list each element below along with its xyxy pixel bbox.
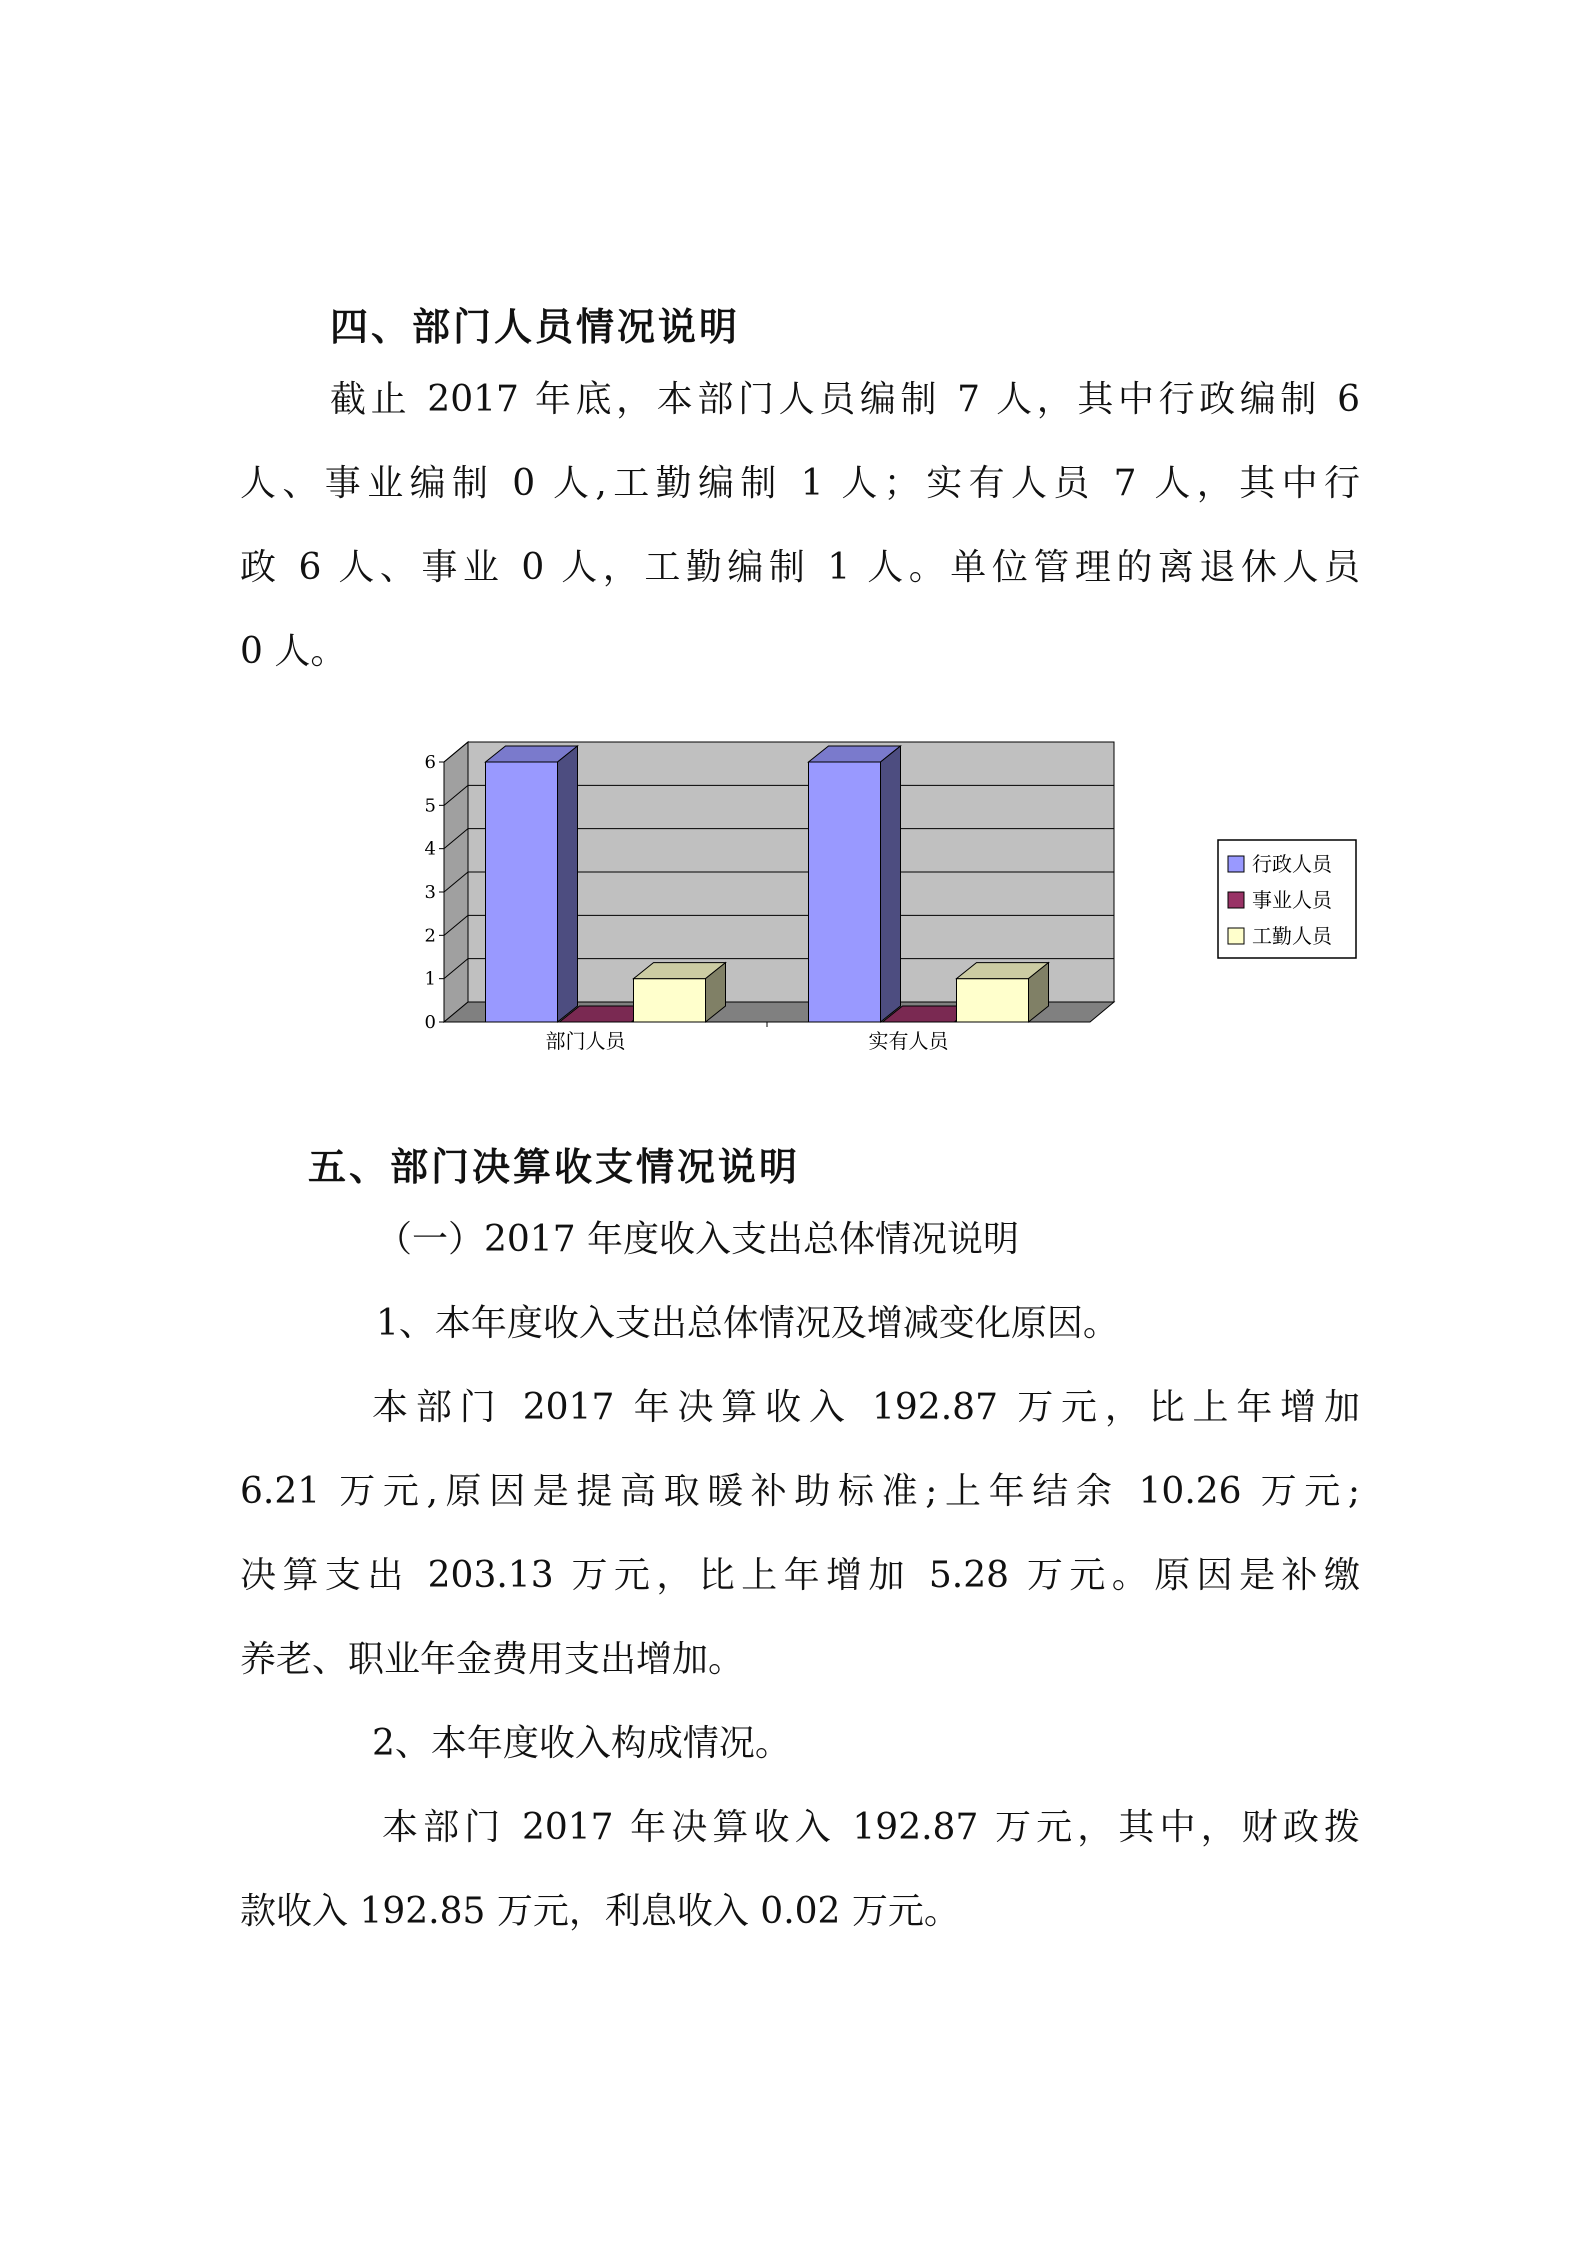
legend-swatch <box>1228 856 1244 872</box>
paragraph-line: 本部门 2017 年决算收入 192.87 万元，比上年增加 <box>372 1387 1360 1428</box>
y-tick-label: 4 <box>424 838 436 860</box>
paragraph-line: 政 6 人、事业 0 人，工勤编制 1 人。单位管理的离退休人员 <box>240 547 1360 588</box>
legend-swatch <box>1228 892 1244 908</box>
paragraph-line: 养老、职业年金费用支出增加。 <box>240 1639 745 1680</box>
paragraph-line: 决算支出 203.13 万元，比上年增加 5.28 万元。原因是补缴 <box>240 1555 1360 1596</box>
section-heading-personnel: 四、部门人员情况说明 <box>330 305 741 349</box>
y-tick-label: 1 <box>424 968 436 990</box>
x-tick-label: 实有人员 <box>868 1029 949 1053</box>
y-tick-label: 0 <box>424 1012 436 1033</box>
y-tick-label: 5 <box>424 795 436 817</box>
bar-front <box>634 979 706 1022</box>
subheading-overview: （一）2017 年度收入支出总体情况说明 <box>376 1219 1020 1260</box>
y-tick-label: 2 <box>424 925 436 947</box>
x-tick-label: 部门人员 <box>545 1029 626 1053</box>
paragraph-line: 款收入 192.85 万元，利息收入 0.02 万元。 <box>240 1891 960 1932</box>
bar-front <box>486 762 558 1022</box>
paragraph-line: 本部门 2017 年决算收入 192.87 万元，其中，财政拨 <box>382 1807 1360 1848</box>
y-tick-label: 3 <box>424 882 436 903</box>
item-heading-2: 2、本年度收入构成情况。 <box>372 1723 791 1764</box>
section-heading-budget: 五、部门决算收支情况说明 <box>308 1145 801 1189</box>
paragraph-line: 截止 2017 年底，本部门人员编制 7 人，其中行政编制 6 <box>330 379 1360 420</box>
item-heading-1: 1、本年度收入支出总体情况及增减变化原因。 <box>376 1303 1119 1344</box>
bar-front <box>809 762 881 1022</box>
bar-side <box>881 746 901 1022</box>
personnel-bar-chart <box>400 732 1360 1072</box>
paragraph-line: 人、事业编制 0 人,工勤编制 1 人；实有人员 7 人，其中行 <box>240 463 1360 504</box>
legend-label: 工勤人员 <box>1252 924 1332 948</box>
bar-side <box>558 746 578 1022</box>
bar-front <box>957 979 1029 1022</box>
legend-label: 行政人员 <box>1252 852 1332 876</box>
paragraph-line: 6.21 万元,原因是提高取暖补助标准;上年结余 10.26 万元; <box>240 1471 1360 1512</box>
paragraph-line: 0 人。 <box>240 631 347 672</box>
y-tick-label: 6 <box>424 752 436 773</box>
legend-swatch <box>1228 928 1244 944</box>
legend-label: 事业人员 <box>1252 888 1332 912</box>
